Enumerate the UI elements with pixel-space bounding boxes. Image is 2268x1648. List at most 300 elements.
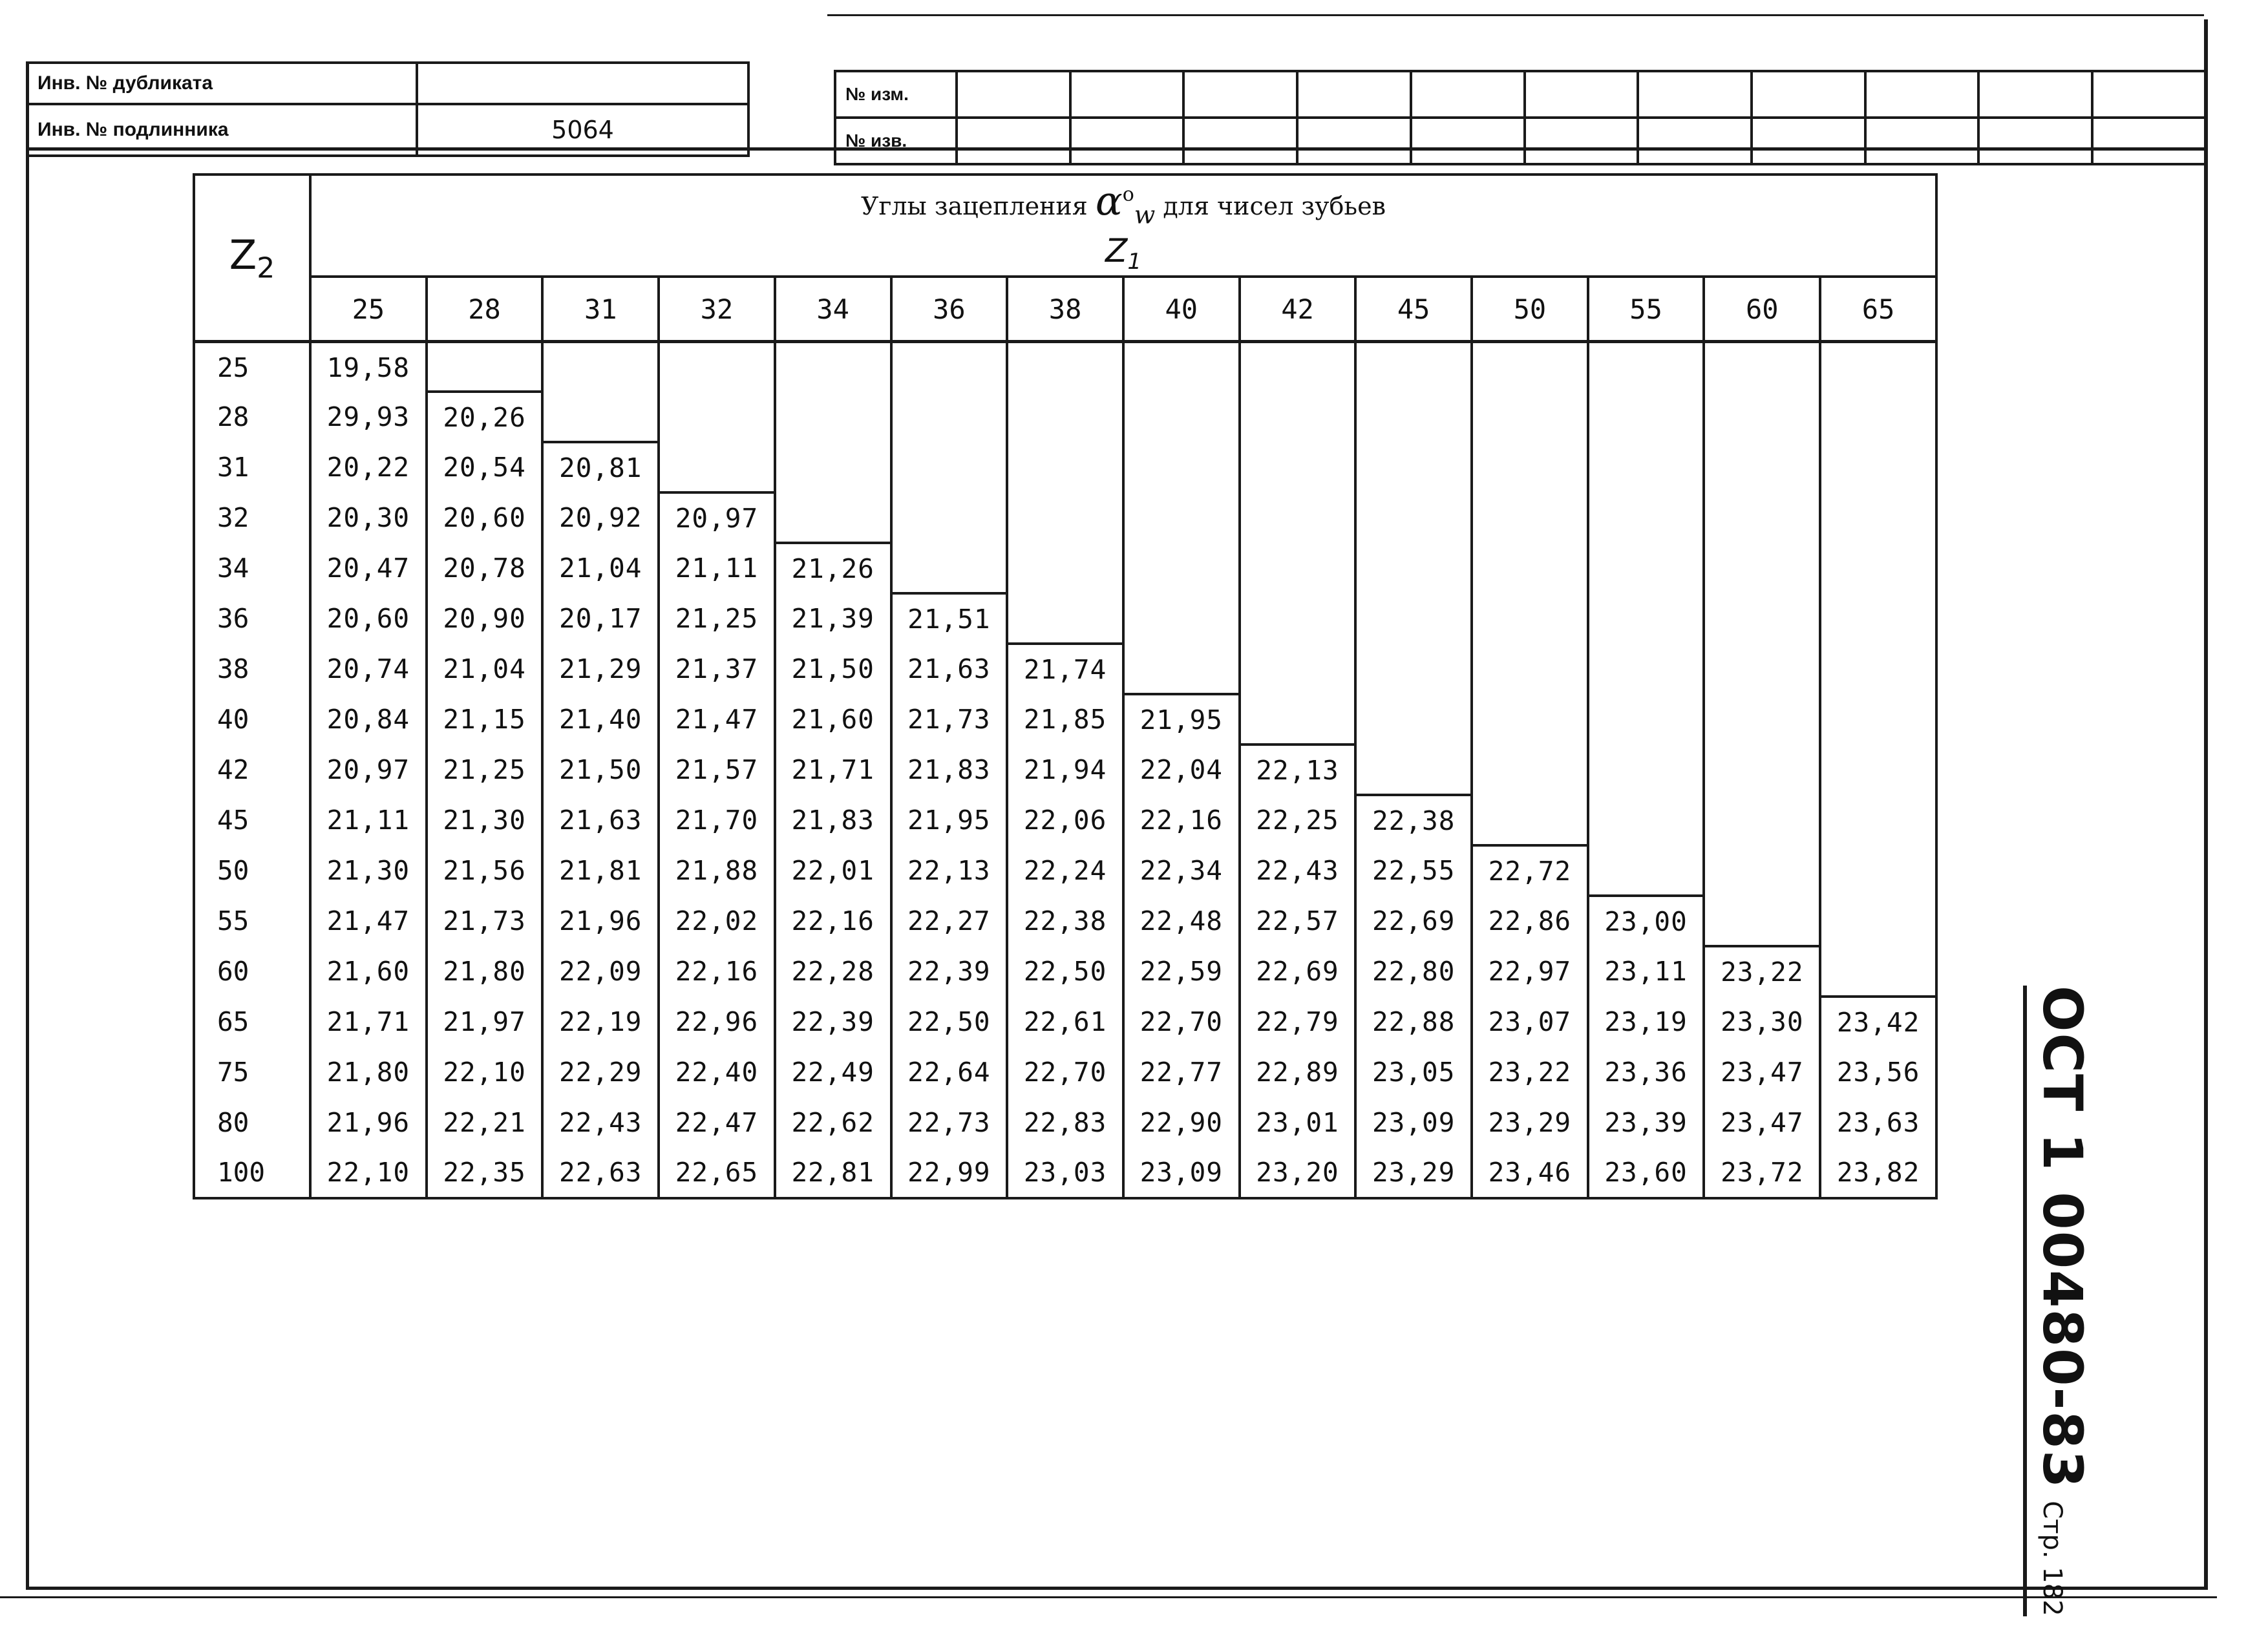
angle-value-cell: 22,50 xyxy=(1007,946,1123,997)
z2-row-label: 60 xyxy=(194,946,310,997)
angle-value-cell: 23,11 xyxy=(1588,946,1704,997)
table-row xyxy=(194,543,1936,593)
angle-value-cell: 21,63 xyxy=(891,644,1008,694)
empty-cell xyxy=(1240,492,1356,543)
empty-cell xyxy=(1820,745,1936,795)
angle-value-cell: 22,63 xyxy=(542,1148,659,1198)
empty-cell xyxy=(1355,392,1472,442)
angle-value-cell: 23,00 xyxy=(1588,896,1704,946)
angle-value-cell: 23,30 xyxy=(1704,997,1820,1047)
empty-cell xyxy=(1007,593,1123,644)
angle-value-cell: 22,50 xyxy=(891,997,1008,1047)
angle-value-cell: 22,35 xyxy=(427,1148,543,1198)
angle-value-cell: 23,22 xyxy=(1472,1047,1588,1097)
empty-cell xyxy=(775,341,891,392)
z1-column-header: 55 xyxy=(1588,277,1704,341)
angle-value-cell: 22,13 xyxy=(891,845,1008,896)
angle-value-cell: 20,74 xyxy=(310,644,427,694)
table-row xyxy=(194,845,1936,896)
angle-value-cell: 23,82 xyxy=(1820,1148,1936,1198)
empty-cell xyxy=(1820,694,1936,745)
angle-value-cell: 23,09 xyxy=(1123,1148,1240,1198)
empty-cell xyxy=(1588,795,1704,845)
empty-cell xyxy=(1704,392,1820,442)
angle-value-cell: 23,56 xyxy=(1820,1047,1936,1097)
angle-value-cell: 22,49 xyxy=(775,1047,891,1097)
empty-cell xyxy=(1472,543,1588,593)
angle-value-cell: 22,04 xyxy=(1123,745,1240,795)
angle-value-cell: 23,46 xyxy=(1472,1148,1588,1198)
empty-cell xyxy=(1820,845,1936,896)
z2-row-label: 80 xyxy=(194,1097,310,1148)
angle-value-cell: 21,97 xyxy=(427,997,543,1047)
empty-cell xyxy=(1588,341,1704,392)
angle-value-cell: 23,19 xyxy=(1588,997,1704,1047)
angle-value-cell: 22,81 xyxy=(775,1148,891,1198)
angle-value-cell: 22,89 xyxy=(1240,1047,1356,1097)
angle-value-cell: 21,30 xyxy=(427,795,543,845)
empty-cell xyxy=(1123,492,1240,543)
angle-value-cell: 21,83 xyxy=(775,795,891,845)
angle-value-cell: 22,48 xyxy=(1123,896,1240,946)
angle-value-cell: 22,02 xyxy=(659,896,775,946)
revision-cell xyxy=(1752,71,1865,118)
angle-value-cell: 22,34 xyxy=(1123,845,1240,896)
angle-value-cell: 20,78 xyxy=(427,543,543,593)
empty-cell xyxy=(659,442,775,492)
angle-value-cell: 23,47 xyxy=(1704,1097,1820,1148)
angle-value-cell: 21,63 xyxy=(542,795,659,845)
empty-cell xyxy=(1007,492,1123,543)
table-row xyxy=(194,896,1936,946)
angle-value-cell: 22,10 xyxy=(427,1047,543,1097)
title-suffix: для чисел зубьев xyxy=(1163,192,1386,220)
z1-column-header: 38 xyxy=(1007,277,1123,341)
angle-value-cell: 20,22 xyxy=(310,442,427,492)
angle-value-cell: 20,26 xyxy=(427,392,543,442)
angle-value-cell: 20,97 xyxy=(310,745,427,795)
angle-value-cell: 21,80 xyxy=(310,1047,427,1097)
empty-cell xyxy=(1355,745,1472,795)
revision-cell xyxy=(1411,71,1525,118)
angle-value-cell: 21,47 xyxy=(659,694,775,745)
table-row xyxy=(194,1148,1936,1198)
empty-cell xyxy=(1123,442,1240,492)
angle-value-cell: 22,39 xyxy=(775,997,891,1047)
angle-value-cell: 22,55 xyxy=(1355,845,1472,896)
empty-cell xyxy=(1820,795,1936,845)
z1-column-header: 25 xyxy=(310,277,427,341)
angle-value-cell: 22,43 xyxy=(542,1097,659,1148)
revision-cell xyxy=(1978,71,2092,118)
empty-cell xyxy=(1123,644,1240,694)
angle-value-cell: 20,47 xyxy=(310,543,427,593)
z2-row-label: 36 xyxy=(194,593,310,644)
frame-left-line xyxy=(26,61,29,1590)
revision-cell xyxy=(1297,118,1411,164)
empty-cell xyxy=(1240,644,1356,694)
angle-value-cell: 21,57 xyxy=(659,745,775,795)
angle-value-cell: 22,70 xyxy=(1123,997,1240,1047)
angle-value-cell: 20,90 xyxy=(427,593,543,644)
revision-cell xyxy=(1411,118,1525,164)
angle-value-cell: 21,56 xyxy=(427,845,543,896)
angle-value-cell: 21,80 xyxy=(427,946,543,997)
angle-value-cell: 22,59 xyxy=(1123,946,1240,997)
angle-value-cell: 21,47 xyxy=(310,896,427,946)
empty-cell xyxy=(1588,392,1704,442)
angle-value-cell: 21,50 xyxy=(775,644,891,694)
table-row xyxy=(194,1047,1936,1097)
frame-bottom-line xyxy=(26,1587,2208,1590)
original-inventory-value: 5064 xyxy=(417,104,748,156)
z2-row-label: 55 xyxy=(194,896,310,946)
empty-cell xyxy=(1704,845,1820,896)
z2-row-label: 75 xyxy=(194,1047,310,1097)
table-row xyxy=(194,442,1936,492)
table-row xyxy=(194,341,1936,392)
empty-cell xyxy=(775,492,891,543)
angle-value-cell: 22,24 xyxy=(1007,845,1123,896)
angle-value-cell: 23,47 xyxy=(1704,1047,1820,1097)
empty-cell xyxy=(1704,543,1820,593)
angle-value-cell: 21,71 xyxy=(310,997,427,1047)
angle-value-cell: 21,11 xyxy=(310,795,427,845)
revision-cell xyxy=(1183,71,1297,118)
angle-value-cell: 22,73 xyxy=(891,1097,1008,1148)
empty-cell xyxy=(1820,442,1936,492)
z2-symbol: Z xyxy=(229,231,257,279)
angle-value-cell: 22,01 xyxy=(775,845,891,896)
table-row xyxy=(194,492,1936,543)
angle-value-cell: 21,04 xyxy=(427,644,543,694)
empty-cell xyxy=(1007,392,1123,442)
empty-cell xyxy=(1820,946,1936,997)
angle-value-cell: 22,70 xyxy=(1007,1047,1123,1097)
title-prefix: Углы зацепления xyxy=(861,192,1088,220)
z2-subscript: 2 xyxy=(257,251,275,285)
empty-cell xyxy=(1588,492,1704,543)
z2-row-label: 100 xyxy=(194,1148,310,1198)
z2-row-label: 25 xyxy=(194,341,310,392)
empty-cell xyxy=(1123,341,1240,392)
angle-value-cell: 21,37 xyxy=(659,644,775,694)
angle-value-cell: 23,63 xyxy=(1820,1097,1936,1148)
angle-value-cell: 21,40 xyxy=(542,694,659,745)
angle-value-cell: 21,74 xyxy=(1007,644,1123,694)
z2-row-label: 28 xyxy=(194,392,310,442)
empty-cell xyxy=(1123,543,1240,593)
notice-number-label: № изв. xyxy=(835,118,957,164)
angle-value-cell: 22,79 xyxy=(1240,997,1356,1047)
revision-cell xyxy=(1070,71,1184,118)
z1-column-header: 45 xyxy=(1355,277,1472,341)
angle-value-cell: 21,88 xyxy=(659,845,775,896)
empty-cell xyxy=(1704,442,1820,492)
empty-cell xyxy=(1588,845,1704,896)
angle-value-cell: 22,69 xyxy=(1240,946,1356,997)
angle-value-cell: 22,96 xyxy=(659,997,775,1047)
empty-cell xyxy=(1820,593,1936,644)
empty-cell xyxy=(542,341,659,392)
angle-value-cell: 19,58 xyxy=(310,341,427,392)
empty-cell xyxy=(1007,442,1123,492)
empty-cell xyxy=(1820,896,1936,946)
empty-cell xyxy=(1240,543,1356,593)
angle-value-cell: 23,07 xyxy=(1472,997,1588,1047)
angle-value-cell: 21,39 xyxy=(775,593,891,644)
angle-value-cell: 21,85 xyxy=(1007,694,1123,745)
standard-code: ОСТ 1 00480-83 xyxy=(2031,986,2094,1490)
table-row xyxy=(194,1097,1936,1148)
frame-right-line xyxy=(2204,19,2208,1590)
empty-cell xyxy=(1704,896,1820,946)
angle-value-cell: 22,16 xyxy=(659,946,775,997)
revision-cell xyxy=(2092,71,2206,118)
empty-cell xyxy=(1704,593,1820,644)
angle-value-cell: 21,83 xyxy=(891,745,1008,795)
angle-value-cell: 22,39 xyxy=(891,946,1008,997)
empty-cell xyxy=(1355,694,1472,745)
empty-cell xyxy=(1240,442,1356,492)
angle-value-cell: 21,94 xyxy=(1007,745,1123,795)
z1-column-header: 40 xyxy=(1123,277,1240,341)
angle-value-cell: 22,21 xyxy=(427,1097,543,1148)
empty-cell xyxy=(1472,795,1588,845)
angle-value-cell: 21,96 xyxy=(542,896,659,946)
angle-value-cell: 22,13 xyxy=(1240,745,1356,795)
empty-cell xyxy=(1355,492,1472,543)
empty-cell xyxy=(775,442,891,492)
angle-value-cell: 21,60 xyxy=(775,694,891,745)
empty-cell xyxy=(1007,341,1123,392)
angle-value-cell: 20,84 xyxy=(310,694,427,745)
empty-cell xyxy=(427,341,543,392)
table-row xyxy=(194,997,1936,1047)
revision-cell xyxy=(1638,71,1752,118)
angle-value-cell: 22,25 xyxy=(1240,795,1356,845)
empty-cell xyxy=(1240,341,1356,392)
angle-value-cell: 22,65 xyxy=(659,1148,775,1198)
empty-cell xyxy=(1820,543,1936,593)
angle-value-cell: 22,80 xyxy=(1355,946,1472,997)
angle-value-cell: 22,47 xyxy=(659,1097,775,1148)
angle-value-cell: 21,30 xyxy=(310,845,427,896)
angle-value-cell: 21,81 xyxy=(542,845,659,896)
z1-column-header: 65 xyxy=(1820,277,1936,341)
empty-cell xyxy=(1355,543,1472,593)
angle-value-cell: 23,36 xyxy=(1588,1047,1704,1097)
angle-value-cell: 22,40 xyxy=(659,1047,775,1097)
z2-row-label: 31 xyxy=(194,442,310,492)
angle-value-cell: 22,19 xyxy=(542,997,659,1047)
revision-cell xyxy=(2092,118,2206,164)
empty-cell xyxy=(1472,341,1588,392)
angle-value-cell: 23,22 xyxy=(1704,946,1820,997)
angle-value-cell: 22,43 xyxy=(1240,845,1356,896)
empty-cell xyxy=(1588,694,1704,745)
angle-value-cell: 23,09 xyxy=(1355,1097,1472,1148)
angle-value-cell: 22,88 xyxy=(1355,997,1472,1047)
z2-row-label: 38 xyxy=(194,644,310,694)
table-row xyxy=(194,644,1936,694)
angle-value-cell: 21,29 xyxy=(542,644,659,694)
angle-value-cell: 21,25 xyxy=(659,593,775,644)
table-row xyxy=(194,795,1936,845)
revision-cell xyxy=(1865,71,1979,118)
empty-cell xyxy=(1820,341,1936,392)
empty-cell xyxy=(1472,745,1588,795)
angle-value-cell: 21,15 xyxy=(427,694,543,745)
empty-cell xyxy=(1007,543,1123,593)
standard-designation xyxy=(2023,986,2094,1616)
angle-value-cell: 22,16 xyxy=(775,896,891,946)
empty-cell xyxy=(1355,593,1472,644)
z1-column-header: 28 xyxy=(427,277,543,341)
z1-column-header: 36 xyxy=(891,277,1008,341)
table-row xyxy=(194,745,1936,795)
angle-value-cell: 20,60 xyxy=(310,593,427,644)
angle-value-cell: 20,17 xyxy=(542,593,659,644)
page-number: Стр. 182 xyxy=(2037,1501,2067,1616)
z1-symbol: $Z_1$ xyxy=(1105,231,1141,275)
empty-cell xyxy=(1588,644,1704,694)
z1-column-header: 31 xyxy=(542,277,659,341)
angle-value-cell: 20,30 xyxy=(310,492,427,543)
angle-value-cell: 21,60 xyxy=(310,946,427,997)
empty-cell xyxy=(891,341,1008,392)
empty-cell xyxy=(1704,745,1820,795)
revision-cell xyxy=(1183,118,1297,164)
z2-row-label: 65 xyxy=(194,997,310,1047)
angle-value-cell: 21,26 xyxy=(775,543,891,593)
angle-value-cell: 22,99 xyxy=(891,1148,1008,1198)
empty-cell xyxy=(1704,795,1820,845)
angle-value-cell: 22,69 xyxy=(1355,896,1472,946)
angle-value-cell: 23,05 xyxy=(1355,1047,1472,1097)
revision-cell xyxy=(957,118,1070,164)
engagement-angle-table xyxy=(193,173,1938,1199)
angle-value-cell: 21,73 xyxy=(891,694,1008,745)
table-title xyxy=(310,174,1936,277)
empty-cell xyxy=(1472,593,1588,644)
angle-value-cell: 21,96 xyxy=(310,1097,427,1148)
angle-value-cell: 22,86 xyxy=(1472,896,1588,946)
empty-cell xyxy=(1472,442,1588,492)
table-row xyxy=(194,694,1936,745)
angle-value-cell: 22,61 xyxy=(1007,997,1123,1047)
original-inventory-label: Инв. № подлинника xyxy=(27,104,417,156)
revision-cell xyxy=(1297,71,1411,118)
angle-value-cell: 23,72 xyxy=(1704,1148,1820,1198)
alpha-symbol: $\alpha^o_w$ xyxy=(1095,177,1156,229)
empty-cell xyxy=(891,392,1008,442)
empty-cell xyxy=(659,341,775,392)
angle-value-cell: 21,25 xyxy=(427,745,543,795)
angle-value-cell: 22,38 xyxy=(1355,795,1472,845)
empty-cell xyxy=(1355,644,1472,694)
angle-value-cell: 22,28 xyxy=(775,946,891,997)
table-row xyxy=(194,392,1936,442)
z1-column-header: 50 xyxy=(1472,277,1588,341)
inventory-stamp xyxy=(26,61,750,157)
angle-value-cell: 29,93 xyxy=(310,392,427,442)
angle-value-cell: 21,73 xyxy=(427,896,543,946)
table-row xyxy=(194,593,1936,644)
revision-cell xyxy=(1752,118,1865,164)
angle-value-cell: 22,29 xyxy=(542,1047,659,1097)
empty-cell xyxy=(1472,694,1588,745)
empty-cell xyxy=(1472,644,1588,694)
empty-cell xyxy=(891,492,1008,543)
empty-cell xyxy=(1588,745,1704,795)
empty-cell xyxy=(1820,492,1936,543)
revision-cell xyxy=(1070,118,1184,164)
angle-value-cell: 22,16 xyxy=(1123,795,1240,845)
empty-cell xyxy=(891,442,1008,492)
z2-row-label: 34 xyxy=(194,543,310,593)
empty-cell xyxy=(1588,442,1704,492)
empty-cell xyxy=(1240,694,1356,745)
empty-cell xyxy=(1240,593,1356,644)
angle-value-cell: 20,81 xyxy=(542,442,659,492)
angle-value-cell: 21,50 xyxy=(542,745,659,795)
empty-cell xyxy=(891,543,1008,593)
empty-cell xyxy=(1588,593,1704,644)
angle-value-cell: 21,04 xyxy=(542,543,659,593)
z2-row-label: 40 xyxy=(194,694,310,745)
angle-value-cell: 22,62 xyxy=(775,1097,891,1148)
angle-value-cell: 20,92 xyxy=(542,492,659,543)
angle-value-cell: 22,38 xyxy=(1007,896,1123,946)
angle-value-cell: 21,71 xyxy=(775,745,891,795)
z2-row-label: 32 xyxy=(194,492,310,543)
angle-value-cell: 21,51 xyxy=(891,593,1008,644)
empty-cell xyxy=(1820,644,1936,694)
z2-row-label: 45 xyxy=(194,795,310,845)
empty-cell xyxy=(1704,694,1820,745)
frame-top-edge-line xyxy=(827,14,2204,16)
revision-cell xyxy=(1638,118,1752,164)
table-row xyxy=(194,946,1936,997)
angle-value-cell: 22,77 xyxy=(1123,1047,1240,1097)
angle-value-cell: 23,60 xyxy=(1588,1148,1704,1198)
z1-column-header: 60 xyxy=(1704,277,1820,341)
angle-value-cell: 21,95 xyxy=(891,795,1008,845)
empty-cell xyxy=(1820,392,1936,442)
z2-row-label: 42 xyxy=(194,745,310,795)
angle-value-cell: 22,27 xyxy=(891,896,1008,946)
angle-value-cell: 23,39 xyxy=(1588,1097,1704,1148)
duplicate-inventory-label: Инв. № дубликата xyxy=(27,63,417,104)
angle-value-cell: 20,97 xyxy=(659,492,775,543)
angle-value-cell: 22,83 xyxy=(1007,1097,1123,1148)
z2-column-header xyxy=(194,174,310,341)
angle-value-cell: 23,01 xyxy=(1240,1097,1356,1148)
angle-value-cell: 23,20 xyxy=(1240,1148,1356,1198)
angle-value-cell: 22,72 xyxy=(1472,845,1588,896)
revision-cell xyxy=(1525,118,1638,164)
empty-cell xyxy=(1704,644,1820,694)
z1-column-header: 34 xyxy=(775,277,891,341)
revision-cell xyxy=(1525,71,1638,118)
angle-value-cell: 22,90 xyxy=(1123,1097,1240,1148)
angle-value-cell: 23,29 xyxy=(1472,1097,1588,1148)
angle-value-cell: 22,06 xyxy=(1007,795,1123,845)
revision-cell xyxy=(1978,118,2092,164)
angle-value-cell: 22,57 xyxy=(1240,896,1356,946)
angle-value-cell: 21,70 xyxy=(659,795,775,845)
